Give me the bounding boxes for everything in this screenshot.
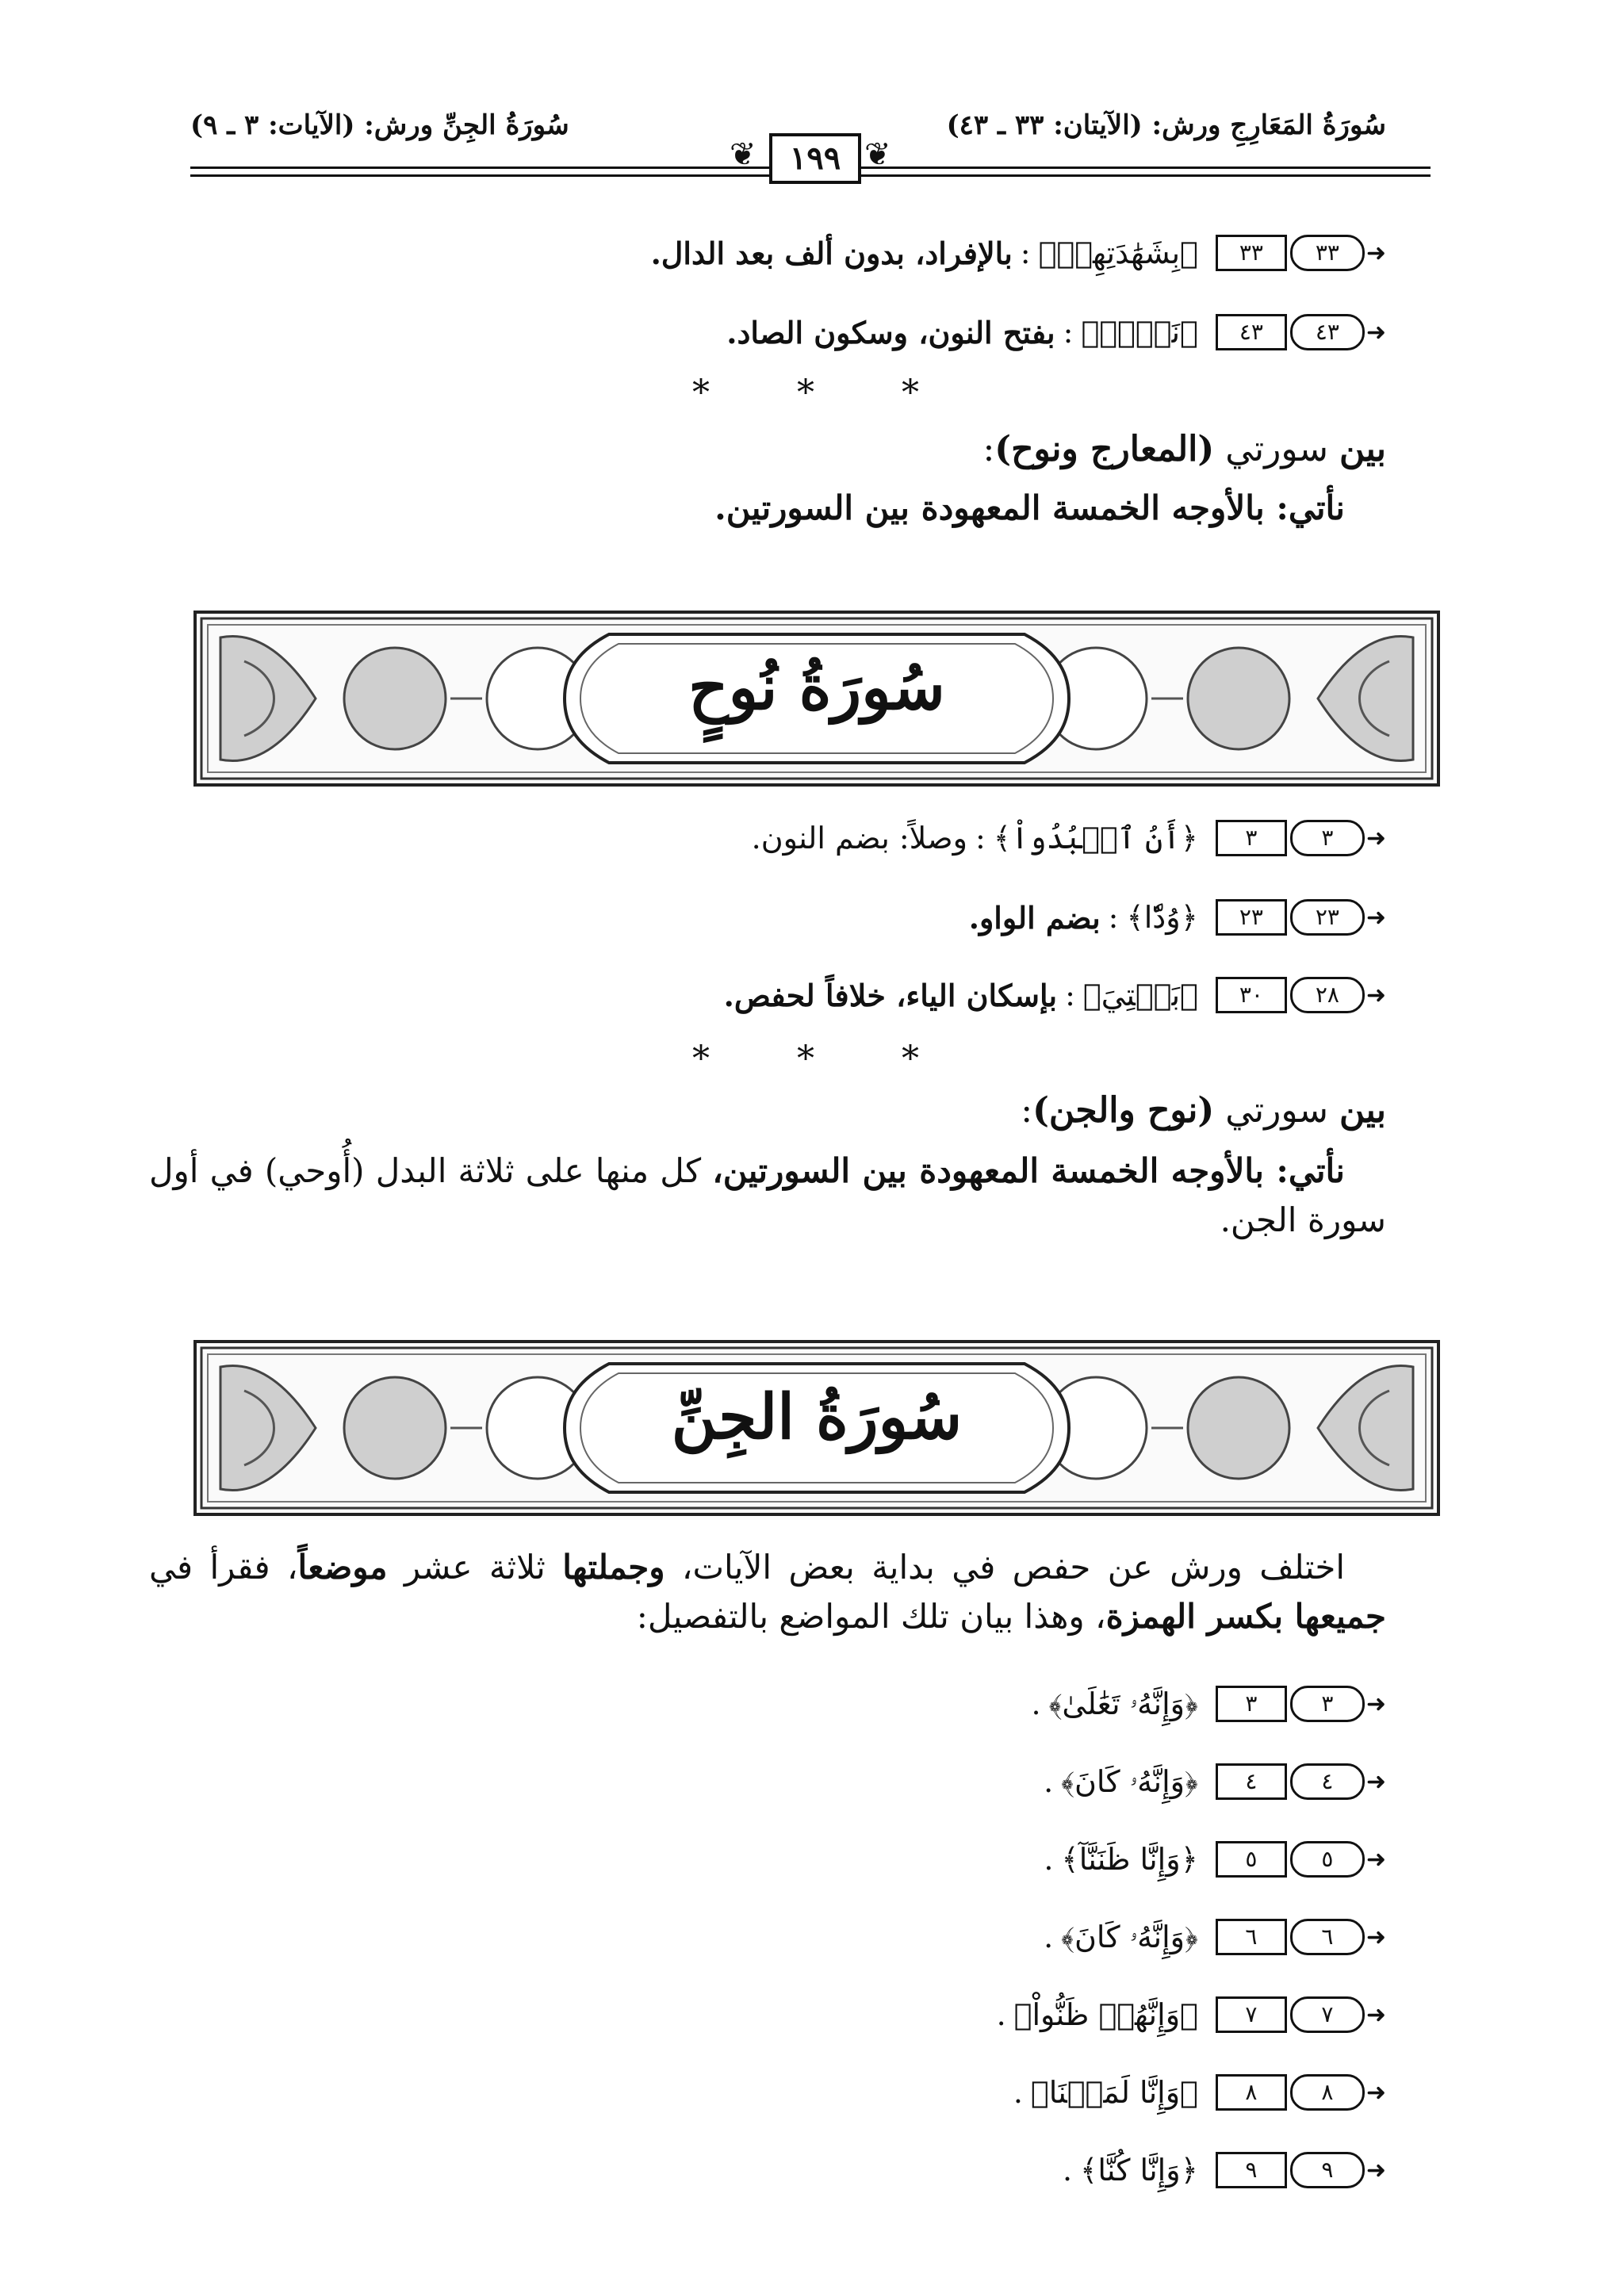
arrow-icon: ➜: [1365, 903, 1386, 932]
verse-tag: [1216, 899, 1386, 936]
hafs-verse-number: ٢٣: [1216, 899, 1287, 936]
verse-tag: [1216, 1919, 1386, 1955]
colon: :: [975, 821, 986, 856]
hafs-verse-number: ٣: [1216, 1686, 1287, 1722]
hafs-verse-number: ٩: [1216, 2152, 1287, 2188]
heading-suffix: :: [982, 429, 995, 469]
page-number: ١٩٩: [769, 133, 861, 184]
arrow-icon: ➜: [1365, 1690, 1386, 1718]
warsh-verse-number: ٢٨: [1290, 977, 1365, 1013]
reading-description: بإسكان الياء، خلافاً لحفص.: [723, 977, 1058, 1013]
colon: :: [1065, 978, 1075, 1013]
verse-tag: [1216, 820, 1386, 856]
note-text: بالأوجه الخمسة المعهودة بين السورتين.: [714, 488, 1277, 527]
list-item: [724, 969, 1386, 1021]
period: .: [1044, 1920, 1054, 1954]
hafs-verse-number: ٤٣: [1216, 314, 1287, 350]
list-item: [752, 812, 1386, 864]
intro-paragraph: [149, 1543, 1386, 1641]
period: .: [1013, 2075, 1023, 2110]
between-surahs-heading: [192, 425, 1386, 474]
quran-word: ﴿بَيۡتِيَ﴾: [1082, 978, 1198, 1013]
verse-tag: [1216, 235, 1386, 271]
list-item: [1036, 1755, 1386, 1808]
heading-mid: سورتي: [1214, 1090, 1339, 1131]
quran-word: ﴿وَإِنَّهُۥ كَانَ﴾: [1061, 1763, 1198, 1799]
surah-banner-nuh: [193, 611, 1440, 787]
period: .: [1062, 2153, 1073, 2188]
verse-tag: [1216, 2152, 1386, 2188]
warsh-verse-number: ٥: [1290, 1841, 1365, 1878]
arrow-icon: ➜: [1365, 318, 1386, 346]
list-item: [1036, 1911, 1386, 1963]
warsh-verse-number: ٣: [1290, 1686, 1365, 1722]
warsh-verse-number: ٦: [1290, 1919, 1365, 1955]
reading-description: بالإفراد، بدون ألف بعد الدال.: [650, 235, 1013, 271]
heading-prefix: بين: [1339, 429, 1386, 469]
warsh-verse-number: ٣: [1290, 820, 1365, 856]
running-header-left: سُورَةُ الجِنِّ ورش: (الآيات: ٣ ـ ٩): [190, 109, 569, 141]
hafs-verse-number: ٦: [1216, 1919, 1287, 1955]
list-item: [989, 1989, 1386, 2041]
hafs-verse-number: ٥: [1216, 1841, 1287, 1878]
quran-word: ﴿وَإِنَّهُمۡ ظَنُّواْ﴾: [1013, 1997, 1198, 2032]
hafs-verse-number: ٣: [1216, 820, 1287, 856]
separator-stars: * * *: [692, 1039, 957, 1079]
period: .: [1031, 1686, 1041, 1721]
quran-word: ﴿وَإِنَّهُۥ كَانَ﴾: [1061, 1919, 1198, 1954]
warsh-verse-number: ٤: [1290, 1763, 1365, 1800]
quran-word: ﴿بِشَهَٰدَتِهِمۡ﴾: [1038, 235, 1198, 270]
note-text: كل منها على ثلاثة البدل (أُوحي) في أول سورة الجن.: [149, 1151, 1386, 1239]
quran-word: ﴿نَصۡبٖ﴾: [1081, 315, 1198, 350]
intro-text: ثلاثة عشر: [387, 1548, 563, 1587]
quran-word: ﴿وَإِنَّا كُنَّا﴾: [1080, 2153, 1198, 2188]
verse-tag: [1216, 2074, 1386, 2111]
period: .: [1044, 1764, 1054, 1799]
colon: :: [1020, 235, 1031, 270]
warsh-verse-number: ٧: [1290, 1996, 1365, 2033]
intro-text: اختلف ورش عن حفص في بداية بعض الآيات،: [665, 1548, 1345, 1587]
hafs-verse-number: ٤: [1216, 1763, 1287, 1800]
quran-word: ﴿وُدّٗا﴾: [1126, 900, 1198, 935]
list-item: [726, 306, 1386, 358]
between-surahs-note: [192, 484, 1345, 533]
arrow-icon: ➜: [1365, 824, 1386, 852]
intro-bold: جميعها بكسر الهمزة: [1105, 1597, 1386, 1636]
reading-description: بفتح النون، وسكون الصاد.: [726, 314, 1055, 350]
quran-word: ﴿وَإِنَّا لَمَسۡنَا﴾: [1030, 2075, 1198, 2110]
warsh-verse-number: ٤٣: [1290, 314, 1365, 350]
hafs-verse-number: ٣٠: [1216, 977, 1287, 1013]
reading-description: وصلاً: بضم النون.: [751, 821, 967, 856]
verse-tag: [1216, 1686, 1386, 1722]
warsh-verse-number: ٣٣: [1290, 235, 1365, 271]
list-item: [1005, 2066, 1386, 2119]
intro-bold: موضعاً: [297, 1548, 388, 1587]
arrow-icon: ➜: [1365, 2000, 1386, 2029]
colon: :: [1063, 315, 1074, 350]
running-header-right: سُورَةُ المَعَارِجِ ورش: (الآيتان: ٣٣ ـ ٤٣): [946, 109, 1386, 141]
hafs-verse-number: ٧: [1216, 1996, 1287, 2033]
note-label: نأتي:: [1276, 1151, 1345, 1190]
between-surahs-note: [149, 1146, 1386, 1245]
surah-pair: (المعارج ونوح): [994, 429, 1215, 469]
heading-suffix: :: [1021, 1090, 1033, 1131]
quran-word: ﴿أَنُ ٱعۡبُدُواْ﴾: [993, 821, 1198, 856]
list-item: [1036, 1833, 1386, 1885]
verse-tag: [1216, 977, 1386, 1013]
intro-text: ، وهذا بيان تلك المواضع بالتفصيل:: [636, 1597, 1106, 1636]
arrow-icon: ➜: [1365, 239, 1386, 267]
intro-bold: وجملتها: [562, 1548, 665, 1587]
between-surahs-heading: [192, 1086, 1386, 1135]
verse-tag: [1216, 314, 1386, 350]
list-item: [1023, 1678, 1386, 1730]
colon: :: [1108, 900, 1119, 935]
period: .: [996, 1997, 1006, 2032]
arrow-icon: ➜: [1365, 1845, 1386, 1874]
list-item: [1055, 2144, 1386, 2196]
heading-prefix: بين: [1339, 1090, 1386, 1131]
surah-title: سُورَةُ نُوحٍ: [688, 652, 945, 724]
list-item: [651, 227, 1386, 279]
arrow-icon: ➜: [1365, 1923, 1386, 1951]
intro-text: ، فقرأ في: [149, 1548, 298, 1587]
quran-word: ﴿وَإِنَّهُۥ تَعَٰلَىٰ﴾: [1048, 1686, 1198, 1721]
note-bold-text: بالأوجه الخمسة المعهودة بين السورتين،: [712, 1151, 1277, 1190]
separator-stars: * * *: [692, 373, 957, 413]
note-label: نأتي:: [1276, 488, 1345, 527]
heading-mid: سورتي: [1214, 429, 1339, 469]
page-ornament-left-icon: ❦: [730, 136, 756, 173]
warsh-verse-number: ٨: [1290, 2074, 1365, 2111]
period: .: [1044, 1842, 1054, 1877]
hafs-verse-number: ٨: [1216, 2074, 1287, 2111]
quran-word: ﴿وَإِنَّا ظَنَنَّآ﴾: [1061, 1842, 1198, 1877]
verse-tag: [1216, 1763, 1386, 1800]
warsh-verse-number: ٩: [1290, 2152, 1365, 2188]
surah-banner-jinn: [193, 1340, 1440, 1516]
surah-pair: (نوح والجن): [1032, 1090, 1215, 1131]
page-ornament-right-icon: ❦: [864, 136, 891, 173]
list-item: [969, 891, 1386, 944]
arrow-icon: ➜: [1365, 981, 1386, 1009]
warsh-verse-number: ٢٣: [1290, 899, 1365, 936]
arrow-icon: ➜: [1365, 2156, 1386, 2184]
hafs-verse-number: ٣٣: [1216, 235, 1287, 271]
arrow-icon: ➜: [1365, 1767, 1386, 1796]
verse-tag: [1216, 1841, 1386, 1878]
verse-tag: [1216, 1996, 1386, 2033]
reading-description: بضم الواو.: [968, 899, 1101, 936]
surah-title: سُورَةُ الجِنِّ: [671, 1381, 963, 1453]
arrow-icon: ➜: [1365, 2078, 1386, 2107]
